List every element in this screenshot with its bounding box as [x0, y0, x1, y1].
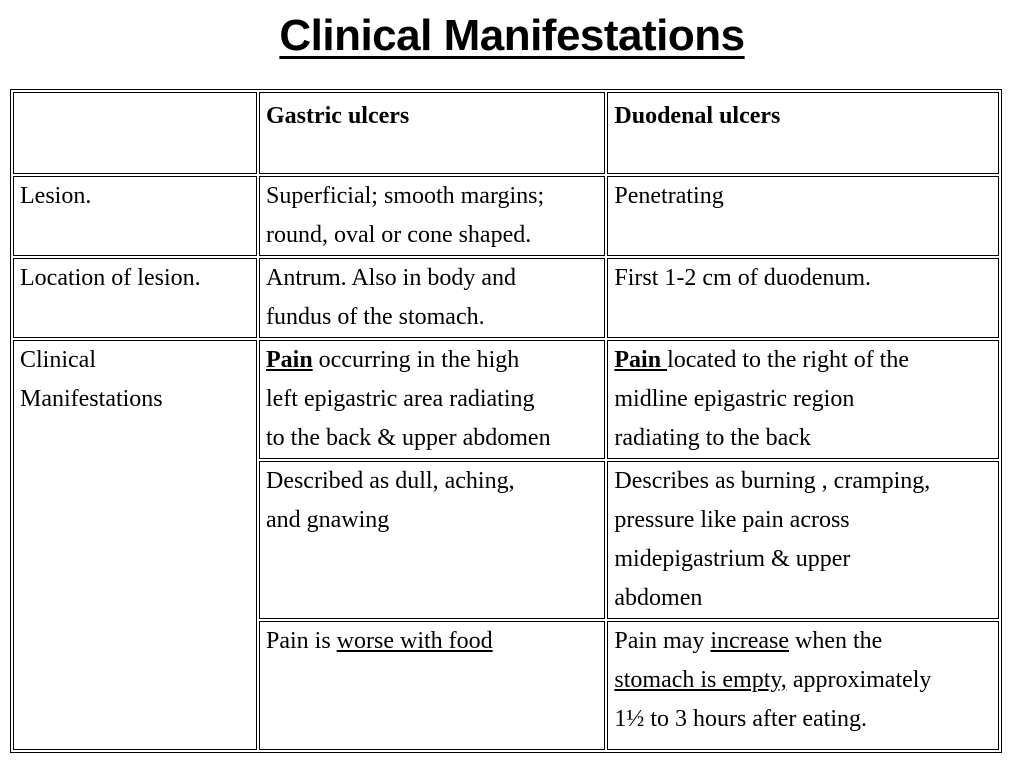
cell-line: [614, 341, 998, 380]
cell-gastric-location: [259, 258, 605, 338]
cell-line: First 1-2 cm of duodenum.: [614, 265, 872, 291]
cell-line: Manifestations: [20, 386, 163, 412]
cell-line: round, oval or cone shaped.: [265, 222, 532, 248]
cell-text: Pain is: [265, 628, 337, 654]
cell-duodenal-pain-quality: [607, 461, 999, 619]
cell-gastric-pain-timing: [259, 621, 605, 750]
cell-line: fundus of the stomach.: [265, 304, 485, 330]
cell-line: midepigastrium & upper: [614, 546, 851, 572]
cell-duodenal-pain-location: [607, 340, 999, 459]
cell-line: Clinical: [20, 347, 96, 373]
cell-duodenal-pain-timing: [607, 621, 999, 750]
cell-line: left epigastric area radiating: [265, 386, 535, 412]
cell-line: Described as dull, aching,: [265, 468, 515, 494]
cell-gastric-lesion: [259, 176, 605, 256]
row-label-lesion: Lesion.: [13, 176, 257, 256]
cell-line: to the back & upper abdomen: [265, 425, 551, 451]
slide-title: [0, 8, 1024, 64]
emphasis-text: worse with food: [336, 628, 493, 654]
cell-line: radiating to the back: [614, 425, 811, 451]
comparison-table: [10, 89, 1002, 753]
cell-line: Penetrating: [614, 183, 724, 209]
cell-line: [614, 661, 998, 700]
cell-gastric-pain-location: [259, 340, 605, 459]
cell-line: [266, 622, 604, 661]
cell-line: midline epigastric region: [614, 386, 855, 412]
cell-duodenal-location: [607, 258, 999, 338]
cell-line: Antrum. Also in body and: [265, 265, 516, 291]
cell-text: approximately: [786, 667, 932, 693]
cell-line: Describes as burning , cramping,: [614, 468, 931, 494]
cell-text: occurring in the high: [312, 347, 520, 373]
cell-text: located to the right of the: [667, 347, 909, 373]
header-gastric-ulcers: Gastric ulcers: [259, 92, 605, 174]
table-row-lesion: [13, 176, 999, 256]
header-duodenal-ulcers: Duodenal ulcers: [607, 92, 999, 174]
table-row-clinical-pain-location: [13, 340, 999, 459]
cell-line: Superficial; smooth margins;: [265, 183, 545, 209]
table-header-row: [13, 92, 999, 174]
pain-emphasis: Pain: [265, 347, 313, 373]
pain-emphasis: Pain: [614, 347, 668, 373]
slide-title-text: Clinical Manifestations: [279, 11, 745, 60]
cell-line: [266, 341, 604, 380]
row-label-location: Location of lesion.: [13, 258, 257, 338]
cell-text: when the: [789, 628, 883, 654]
cell-duodenal-lesion: [607, 176, 999, 256]
cell-line: abdomen: [614, 585, 703, 611]
row-label-clinical-manifestations: [13, 340, 257, 750]
cell-text: Pain may: [614, 628, 711, 654]
cell-line: 1½ to 3 hours after eating.: [614, 706, 867, 732]
emphasis-text: stomach is empty,: [614, 667, 787, 693]
cell-line: pressure like pain across: [614, 507, 850, 533]
table-row-location: [13, 258, 999, 338]
cell-gastric-pain-quality: [259, 461, 605, 619]
emphasis-text: increase: [710, 628, 789, 654]
cell-line: and gnawing: [265, 507, 390, 533]
cell-line: [614, 622, 998, 661]
header-empty-cell: [13, 92, 257, 174]
